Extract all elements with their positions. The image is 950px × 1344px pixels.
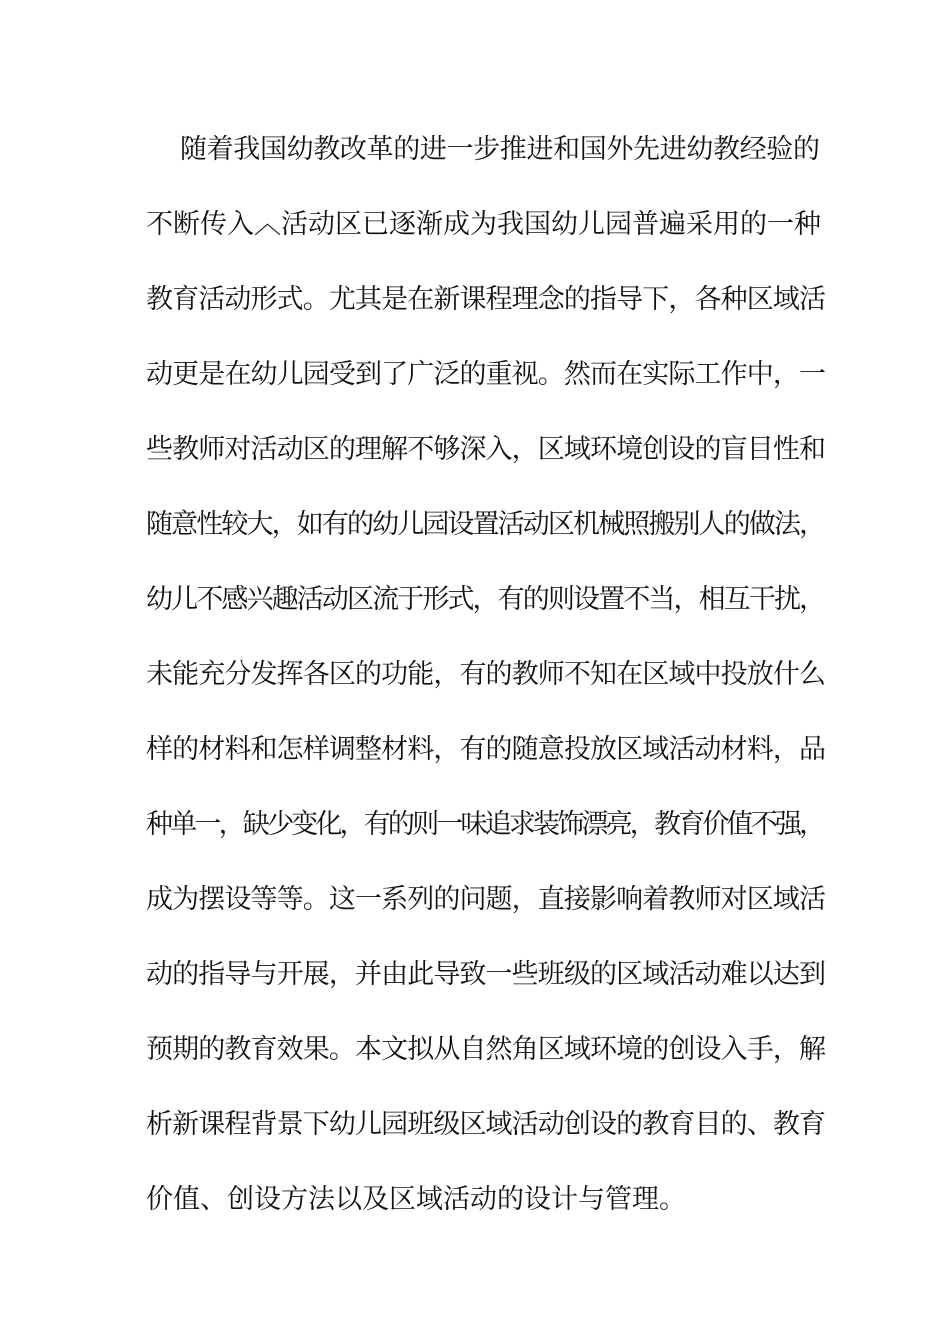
paragraph-line: 种单一，缺少变化，有的则一味追求装饰漂亮，教育价值不强，: [146, 809, 824, 840]
paragraph-line: 教育活动形式。尤其是在新课程理念的指导下，各种区域活: [146, 284, 826, 315]
paragraph-line: 动的指导与开展，并由此导致一些班级的区域活动难以达到: [146, 959, 826, 990]
paragraph-line: 未能充分发挥各区的功能，有的教师不知在区域中投放什么: [146, 659, 826, 690]
paragraph-line: 成为摆设等等。这一系列的问题，直接影响着教师对区域活: [146, 884, 826, 915]
paragraph-line: 样的材料和怎样调整材料，有的随意投放区域活动材料，品: [146, 734, 826, 765]
paragraph-line: 些教师对活动区的理解不够深入，区域环境创设的盲目性和: [146, 434, 826, 465]
paragraph-line: 析新课程背景下幼儿园班级区域活动创设的教育目的、教育: [146, 1109, 826, 1140]
paragraph-line: 动更是在幼儿园受到了广泛的重视。然而在实际工作中，一: [146, 359, 826, 390]
paragraph-line: 随意性较大，如有的幼儿园设置活动区机械照搬别人的做法，: [146, 509, 825, 540]
paragraph-line: 随着我国幼教改革的进一步推进和国外先进幼教经验的: [180, 134, 820, 165]
paragraph-line: 价值、创设方法以及区域活动的设计与管理。: [146, 1184, 686, 1215]
paragraph-line: 不断传入︿活动区已逐渐成为我国幼儿园普遍采用的一种: [146, 209, 821, 240]
paragraph-line: 预期的教育效果。本文拟从自然角区域环境的创设入手，解: [146, 1034, 826, 1065]
paragraph-line: 幼儿不感兴趣活动区流于形式，有的则设置不当，相互干扰，: [146, 584, 825, 615]
